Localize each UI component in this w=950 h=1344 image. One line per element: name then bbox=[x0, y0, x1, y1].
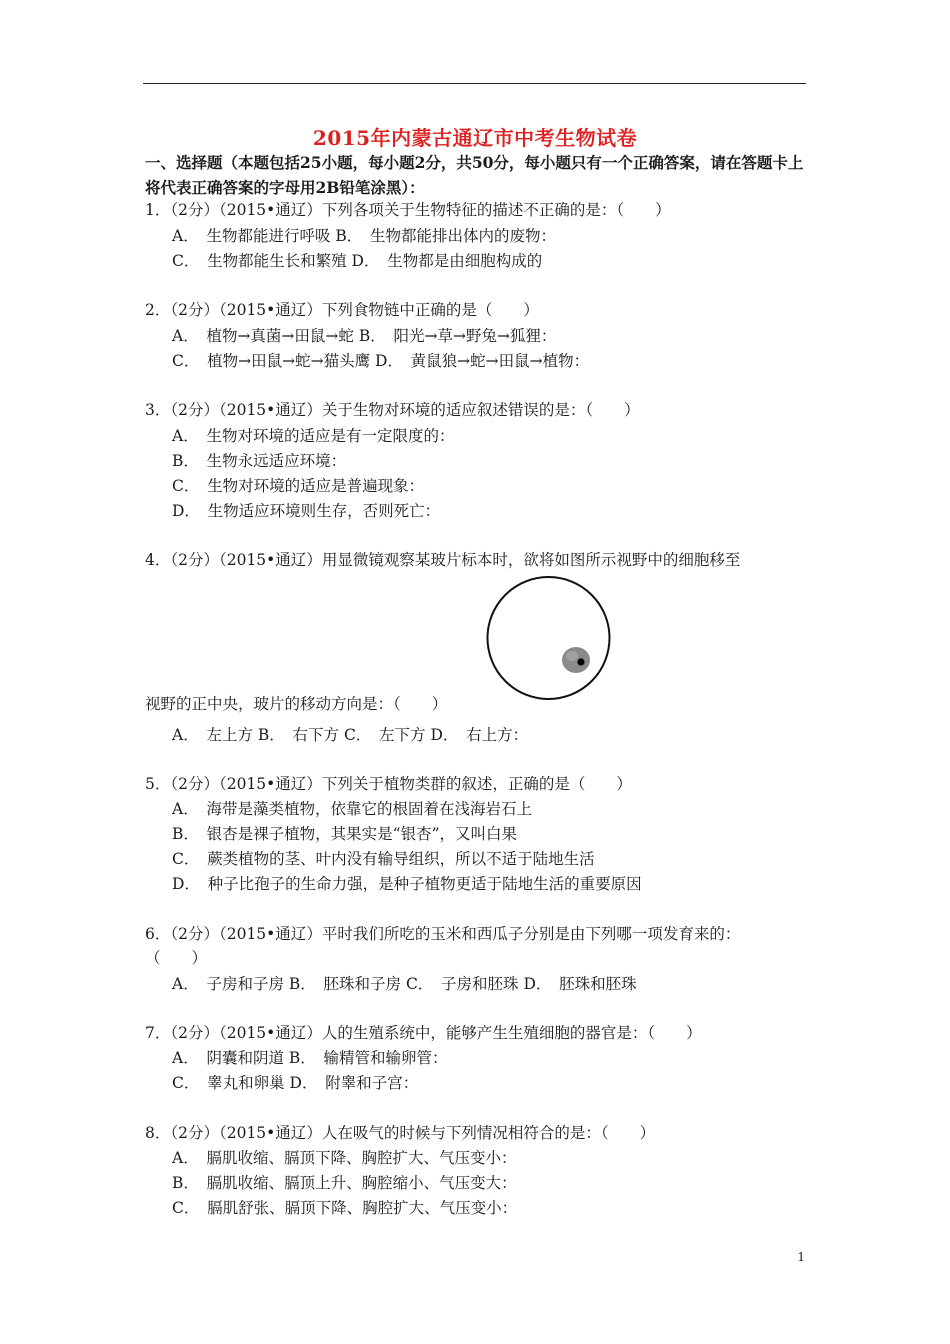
cell-nucleus bbox=[577, 658, 584, 665]
question-8-option-c: C． 膈肌舒张、膈顶下降、胸腔扩大、气压变小： bbox=[172, 1199, 518, 1217]
question-4-option-line-1: A． 左上方 B． 右下方 C． 左下方 D． 右上方： bbox=[172, 726, 529, 744]
question-8-stem: 8．（2分）（2015•通辽）人在吸气的时候与下列情况相符合的是：（ ） bbox=[145, 1124, 656, 1142]
header-rule bbox=[143, 83, 806, 84]
question-8-option-b: B． 膈肌收缩、膈顶上升、胸腔缩小、气压变大： bbox=[172, 1174, 517, 1192]
cell-body bbox=[562, 647, 590, 673]
question-6-stem: 6．（2分）（2015•通辽）平时我们所吃的玉米和西瓜子分别是由下列哪一项发育来的： bbox=[145, 925, 741, 943]
question-2-option-line-2: C． 植物→田鼠→蛇→猫头鹰 D． 黄鼠狼→蛇→田鼠→植物： bbox=[172, 352, 590, 370]
question-7-option-line-1: A． 阴囊和阴道 B． 输精管和输卵管： bbox=[172, 1049, 448, 1067]
question-5-option-a: A． 海带是藻类植物，依靠它的根固着在浅海岩石上 bbox=[172, 800, 532, 818]
page-number: 1 bbox=[797, 1250, 805, 1264]
question-3-option-b: B． 生物永远适应环境： bbox=[172, 452, 347, 470]
question-3-option-c: C． 生物对环境的适应是普遍现象： bbox=[172, 477, 425, 495]
question-4-stem-continued: 视野的正中央，玻片的移动方向是：（ ） bbox=[145, 695, 448, 713]
question-2-option-line-1: A． 植物→真菌→田鼠→蛇 B． 阳光→草→野兔→狐狸： bbox=[172, 327, 557, 345]
question-6-option-line-1: A． 子房和子房 B． 胚珠和子房 C． 子房和胚珠 D． 胚珠和胚珠 bbox=[172, 975, 637, 993]
question-5-option-c: C． 蕨类植物的茎、叶内没有输导组织，所以不适于陆地生活 bbox=[172, 850, 595, 868]
question-4-stem: 4．（2分）（2015•通辽）用显微镜观察某玻片标本时，欲将如图所示视野中的细胞移至 bbox=[145, 551, 741, 569]
question-3-option-d: D． 生物适应环境则生存，否则死亡： bbox=[172, 502, 441, 520]
page-title: 2015年内蒙古通辽市中考生物试卷 bbox=[312, 126, 638, 150]
question-1-stem: 1．（2分）（2015•通辽）下列各项关于生物特征的描述不正确的是：（ ） bbox=[145, 201, 671, 219]
question-5-stem: 5．（2分）（2015•通辽）下列关于植物类群的叙述，正确的是（ ） bbox=[145, 775, 632, 793]
question-7-stem: 7．（2分）（2015•通辽）人的生殖系统中，能够产生生殖细胞的器官是：（ ） bbox=[145, 1024, 702, 1042]
question-5-option-b: B． 银杏是裸子植物，其果实是“银杏”，又叫白果 bbox=[172, 825, 517, 843]
question-2-stem: 2．（2分）（2015•通辽）下列食物链中正确的是（ ） bbox=[145, 301, 539, 319]
question-6-stem-continued: （ ） bbox=[145, 949, 208, 967]
microscope-field-figure bbox=[484, 576, 613, 700]
question-1-option-line-1: A． 生物都能进行呼吸 B． 生物都能排出体内的废物： bbox=[172, 227, 557, 245]
question-8-option-a: A． 膈肌收缩、膈顶下降、胸腔扩大、气压变小： bbox=[172, 1149, 517, 1167]
section-heading: 一、选择题（本题包括25小题，每小题2分，共50分，每小题只有一个正确答案，请在答题卡上将代表正确答案的字母用2B铅笔涂黑）： bbox=[145, 153, 804, 197]
cell-texture bbox=[566, 651, 578, 661]
question-5-option-d: D． 种子比孢子的生命力强，是种子植物更适于陆地生活的重要原因 bbox=[172, 875, 642, 893]
question-3-stem: 3．（2分）（2015•通辽）关于生物对环境的适应叙述错误的是：（ ） bbox=[145, 401, 640, 419]
field-of-view-circle bbox=[488, 577, 610, 699]
question-1-option-line-2: C． 生物都能生长和繁殖 D． 生物都是由细胞构成的 bbox=[172, 252, 543, 270]
question-7-option-line-2: C． 睾丸和卵巢 D． 附睾和子宫： bbox=[172, 1074, 419, 1092]
question-3-option-a: A． 生物对环境的适应是有一定限度的： bbox=[172, 427, 455, 445]
